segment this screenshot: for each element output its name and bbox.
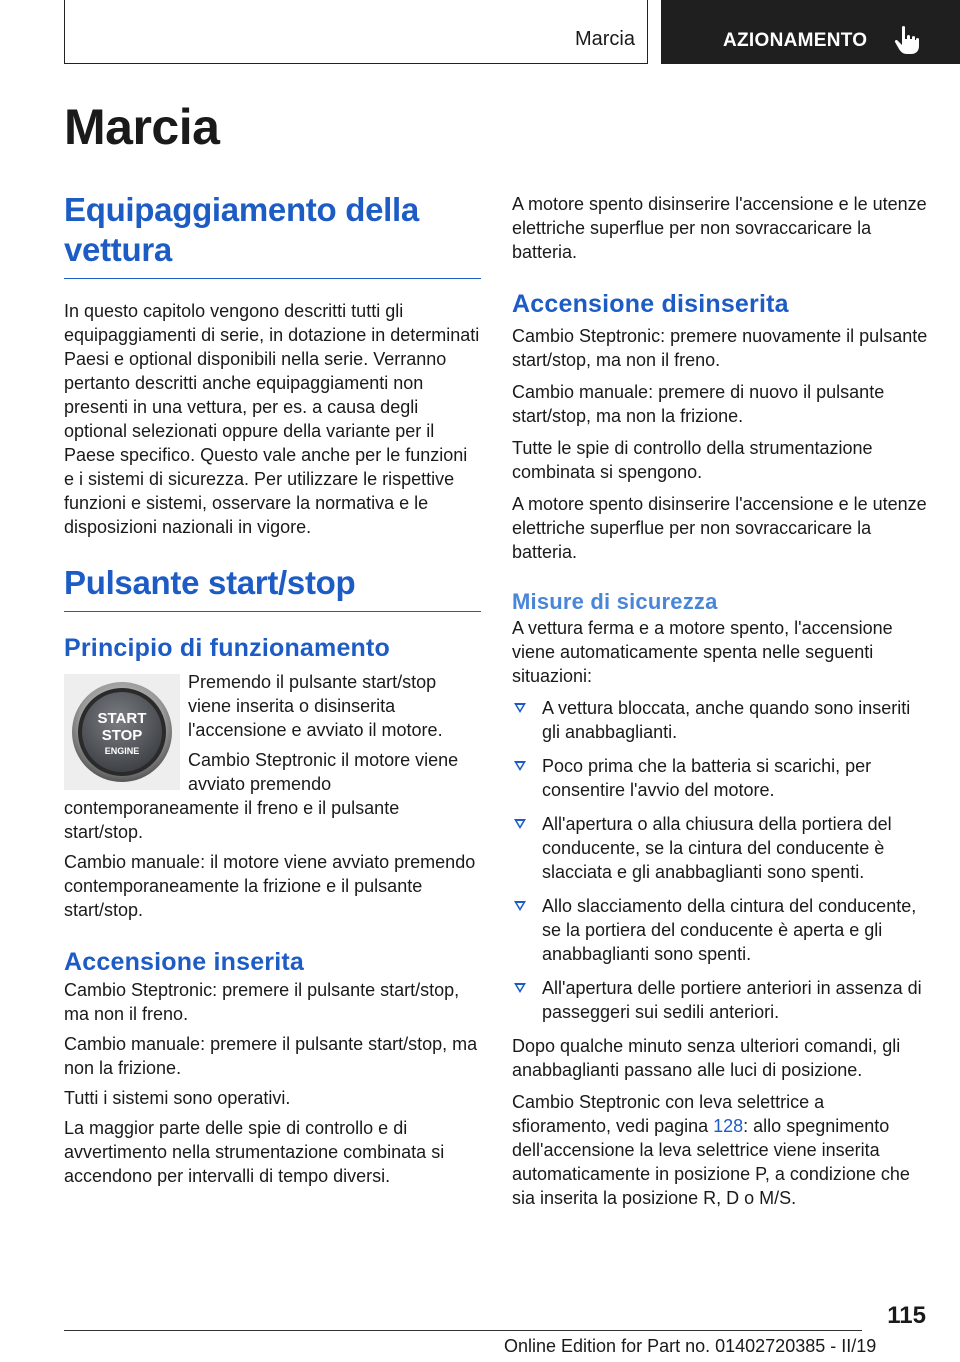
heading-principle: Principio di funzionamento [64,634,391,662]
button-text-engine: ENGINE [104,746,140,756]
right-column [512,192,928,1210]
ignition-on-p4: La maggior parte delle spie di controllo e di avvertimento nella strumentazione combinata si accendono per intervalli di tempo diversi. [64,1118,445,1186]
list-item: Poco prima che la batteria si scarichi, per consentire l'avvio del motore. [512,754,928,802]
triangle-bullet-icon [514,703,526,713]
footer-edition: Online Edition for Part no. 01402720385 - II/19 [504,1336,877,1356]
safety-after: Dopo qualche minuto senza ulteriori comandi, gli anabbaglianti passano alle luci di posizione. [512,1036,901,1080]
page-number: 115 [887,1302,926,1329]
button-text-stop: STOP [101,727,143,744]
triangle-bullet-icon [514,901,526,911]
header-chapter-label: AZIONAMENTO [723,30,868,51]
page-title: Marcia [64,99,220,155]
button-text-start: START [97,710,147,727]
ignition-off-p2: Cambio manuale: premere di nuovo il pulsante start/stop, ma non la frizione. [512,382,885,426]
page-reference-link[interactable]: 128 [713,1116,744,1136]
ignition-off-p1: Cambio Steptronic: premere nuovamente il pulsante start/stop, ma non il freno. [512,326,928,370]
ignition-on-p2: Cambio manuale: premere il pulsante start/stop, ma non la frizione. [64,1034,478,1078]
triangle-bullet-icon [514,819,526,829]
safety-intro: A vettura ferma e a motore spento, l'accensione viene automaticamente spenta nelle seguenti situazioni: [512,618,893,686]
ignition-off-p3: Tutte le spie di controllo della strumentazione combinata si spengono. [512,438,873,482]
selector-paragraph: Cambio Steptronic con leva selettrice a sfioramento, vedi pagina 128: allo spegnimento dell'accensione la leva selettrice viene inserita automaticamente in posizione P, a condizione che sia inserita la posizione R, D o M/S. [512,1092,910,1208]
heading-ignition-on: Accensione inserita [64,948,305,976]
ignition-off-p4: A motore spento disinserire l'accensione e le utenze elettriche superflue per non sovraccaricare la batteria. [512,494,927,562]
right-intro: A motore spento disinserire l'accensione e le utenze elettriche superflue per non sovraccaricare la batteria. [512,194,927,262]
principle-p1: Premendo il pulsante start/stop viene inserita o disinserita l'accensione e avviato il motore. [188,672,443,740]
heading-start-stop: Pulsante start/stop [64,563,481,612]
left-column [64,190,481,1188]
header-section-box [64,0,648,64]
footer-rule [64,1330,862,1331]
principle-p2: Cambio Steptronic il motore viene avviato premendo contemporaneamente il freno e il pulsante start/stop. [64,750,459,842]
heading-equipment: Equipaggiamento della vettura [64,190,481,279]
list-item: A vettura bloccata, anche quando sono inseriti gli anabbaglianti. [512,696,928,744]
header-chapter-tab [661,0,960,64]
list-item: All'apertura o alla chiusura della portiera del conducente, se la cintura del conducente è slacciata e gli anabbaglianti sono spenti. [512,812,928,884]
equipment-text: In questo capitolo vengono descritti tutti gli equipaggiamenti di serie, in dotazione in determinati Paesi e optional disponibili nella serie. Verranno pertanto descritti anche equipaggiamenti non presenti in una vettura, per es. a causa degli optional selezionati oppure della variante per il Paese specifico. Questo vale anche per le funzioni e i sistemi di sicurezza. Per utilizzare le rispettive funzioni e sistemi, osservare la normativa e le disposizioni nazionali in vigore. [64,301,480,537]
principle-p3: Cambio manuale: il motore viene avviato premendo contemporaneamente la frizione e il pulsante start/stop. [64,852,476,920]
safety-list [512,696,928,1024]
ignition-on-p1: Cambio Steptronic: premere il pulsante start/stop, ma non il freno. [64,980,460,1024]
heading-ignition-off: Accensione disinserita [512,290,789,318]
triangle-bullet-icon [514,983,526,993]
hand-pointer-icon [894,25,920,55]
header-section-title: Marcia [574,28,635,50]
start-stop-button-icon [64,674,180,790]
triangle-bullet-icon [514,761,526,771]
list-item: Allo slacciamento della cintura del conducente, se la portiera del conducente è aperta e gli anabbaglianti sono spenti. [512,894,928,966]
ignition-on-p3: Tutti i sistemi sono operativi. [64,1088,291,1108]
start-stop-button-image [64,674,180,790]
list-item: All'apertura delle portiere anteriori in assenza di passeggeri sui sedili anteriori. [512,976,928,1024]
heading-safety: Misure di sicurezza [512,589,718,614]
